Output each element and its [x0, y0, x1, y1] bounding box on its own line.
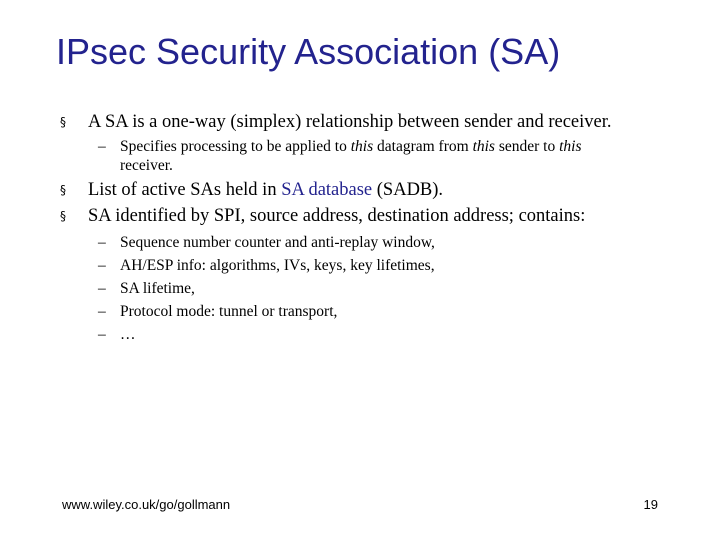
- sub-marker: –: [98, 280, 106, 297]
- sub-marker: –: [98, 138, 106, 155]
- sub-marker: –: [98, 326, 106, 343]
- bullet-1-text: A SA is a one-way (simplex) relationship between sender and receiver.: [88, 112, 612, 132]
- bullet-2-text-before: List of active SAs held in: [88, 180, 282, 200]
- bullet-2-text-after: (SADB).: [372, 180, 444, 200]
- bullet-marker: §: [60, 115, 66, 129]
- sub-marker: –: [98, 257, 106, 274]
- sub-item-text: Sequence number counter and anti-replay window,: [120, 234, 435, 251]
- footer-url: www.wiley.co.uk/go/gollmann: [62, 497, 231, 512]
- sub-text-part: datagram from: [373, 138, 473, 155]
- slide-title: IPsec Security Association (SA): [56, 31, 561, 72]
- sub-text-part: sender to: [494, 138, 560, 155]
- bullet-marker: §: [60, 209, 66, 223]
- bullet-2-text: [88, 178, 443, 202]
- sub-item-specifies-line2: receiver.: [120, 157, 173, 174]
- sub-item-text: Protocol mode: tunnel or transport,: [120, 303, 338, 320]
- sub-text-italic: this: [472, 138, 495, 155]
- sub-item-text: SA lifetime,: [120, 280, 195, 297]
- bullet-3-text: SA identified by SPI, source address, destination address; contains:: [88, 206, 586, 226]
- sub-text-italic: this: [350, 138, 374, 155]
- sub-marker: –: [98, 303, 106, 320]
- sub-item-text: …: [120, 326, 136, 343]
- page-number: 19: [643, 497, 658, 512]
- sub-item-text: AH/ESP info: algorithms, IVs, keys, key lifetimes,: [120, 257, 435, 274]
- sub-text-part: Specifies processing to be applied to: [120, 138, 351, 155]
- sa-database-term: SA database: [281, 180, 373, 200]
- sub-item-specifies-line1: [120, 136, 582, 157]
- sub-text-italic: this: [559, 138, 582, 155]
- bullet-marker: §: [60, 183, 66, 197]
- sub-marker: –: [98, 234, 106, 251]
